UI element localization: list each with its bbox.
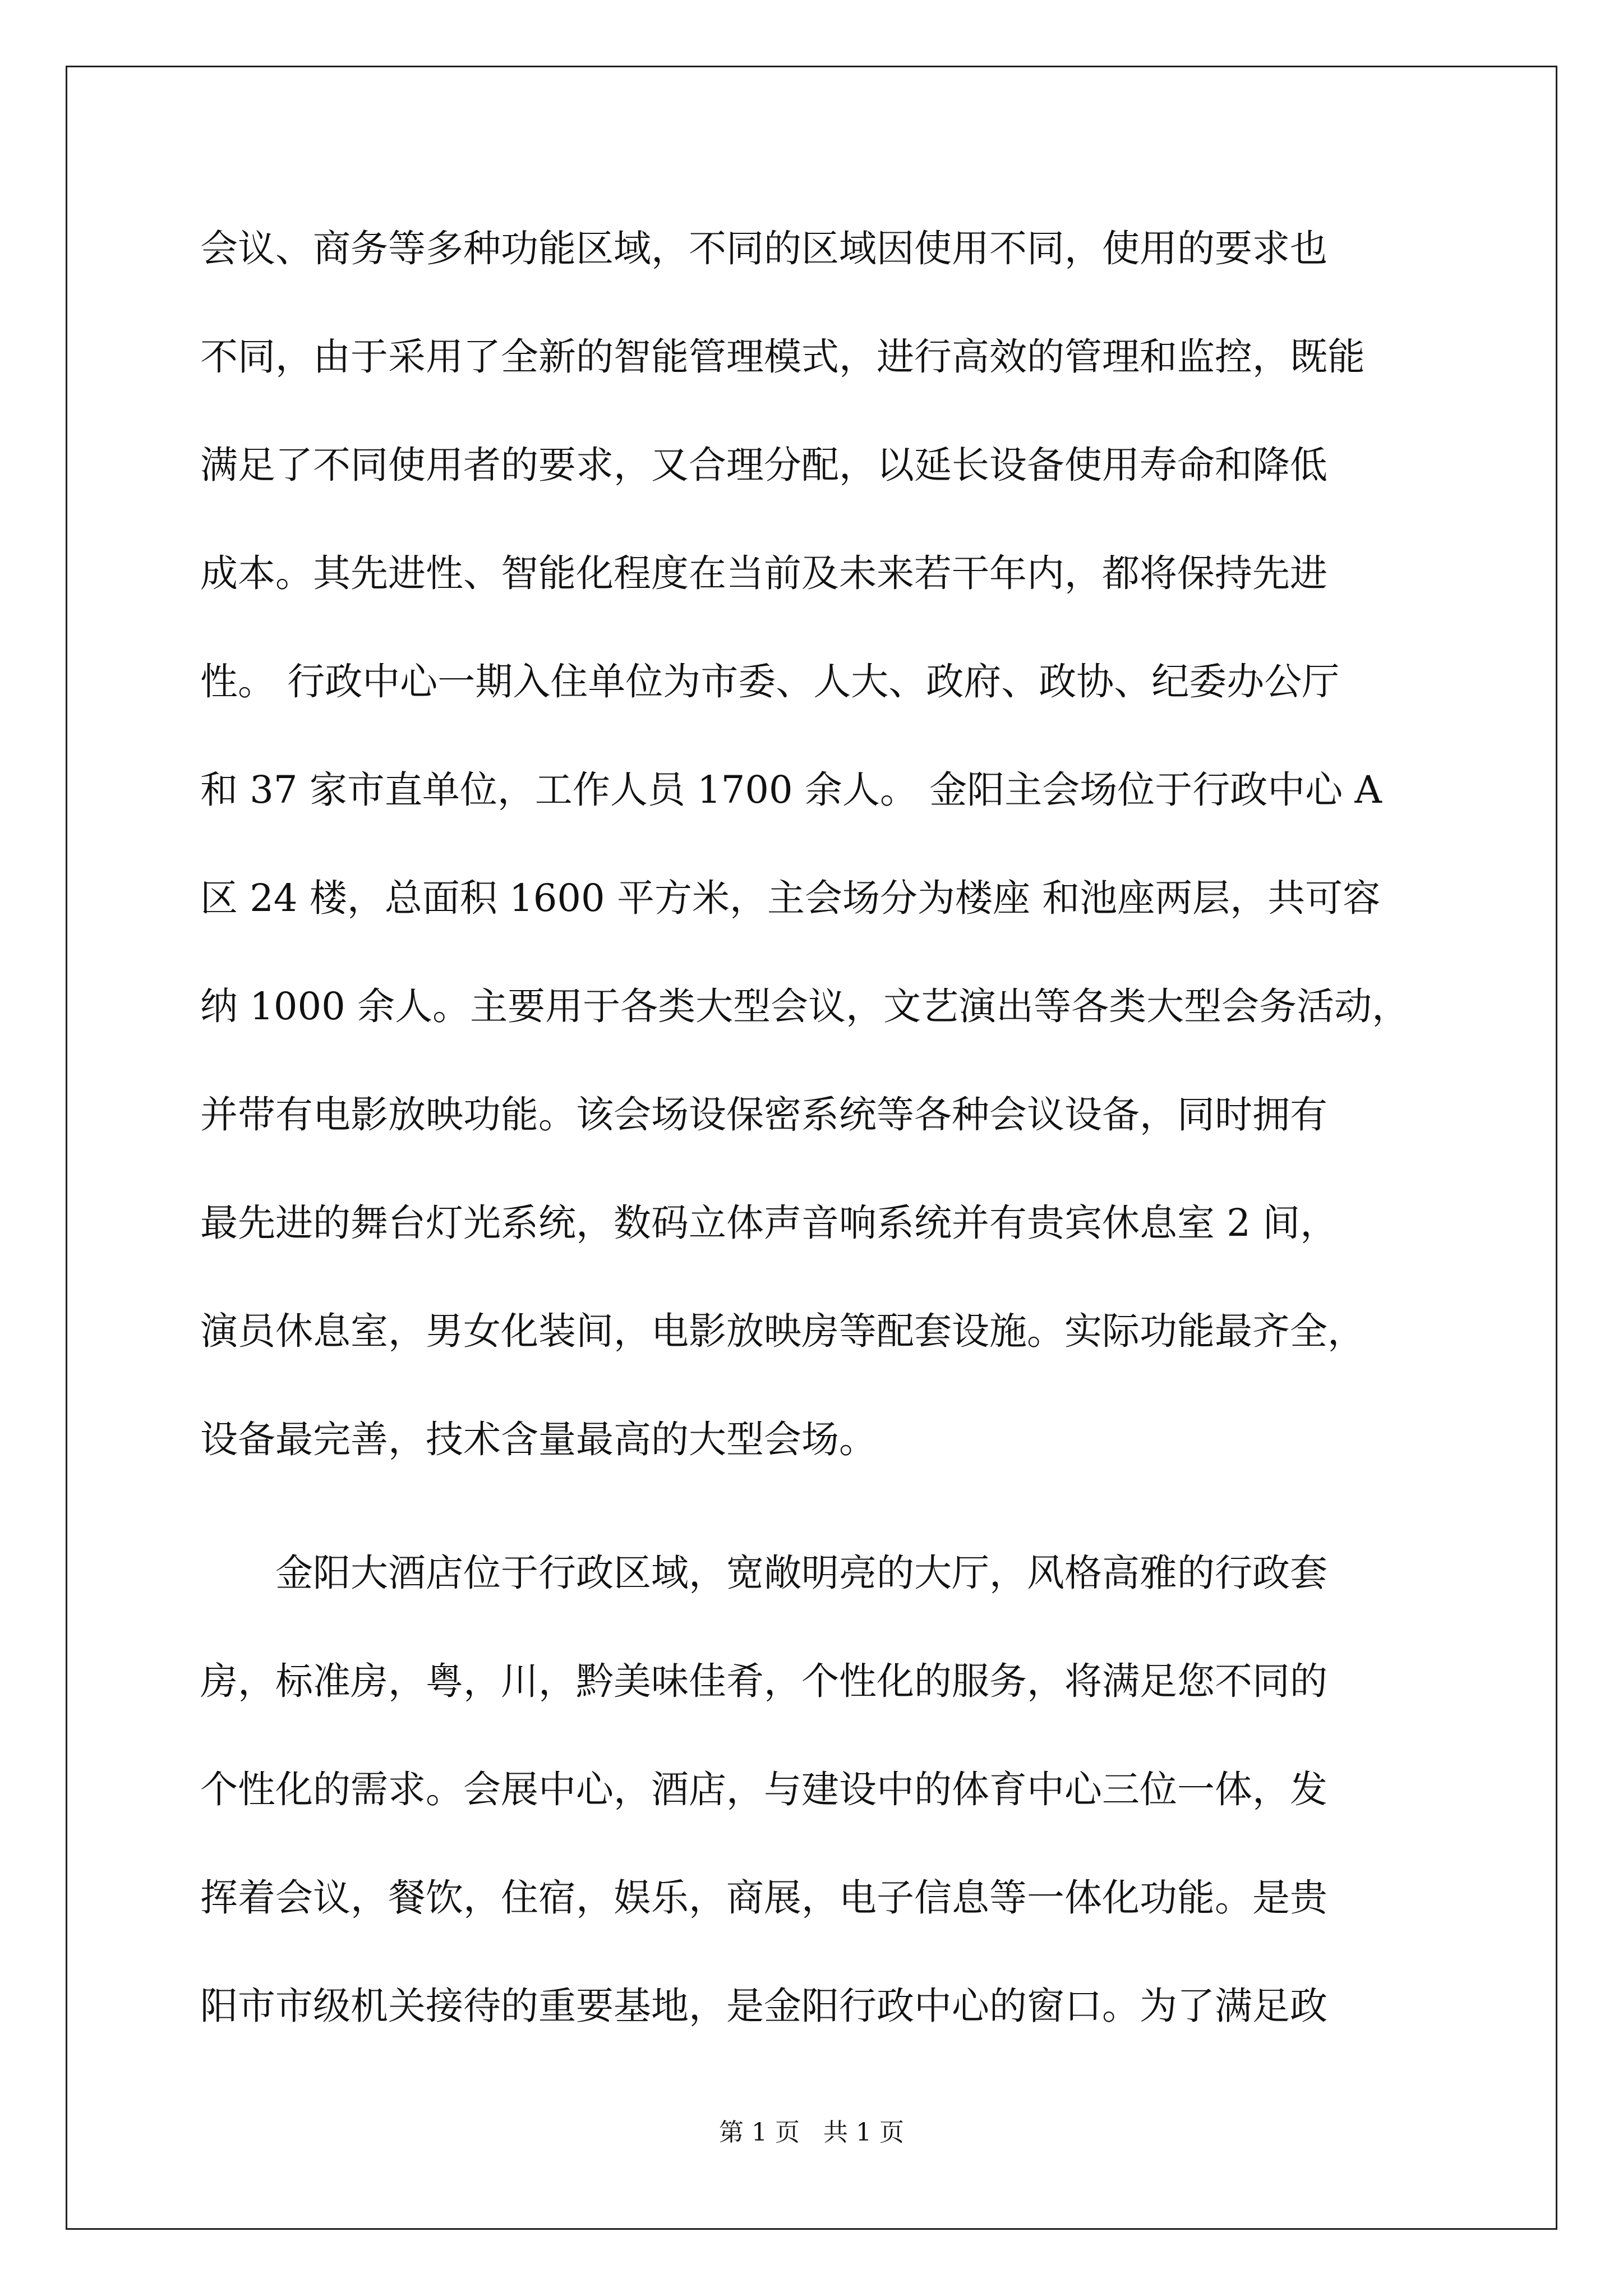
document-body	[200, 216, 1428, 2082]
text-line: 最先进的舞台灯光系统，数码立体声音响系统并有贵宾休息室 2 间，	[200, 1201, 1338, 1245]
text-line: 区 24 楼，总面积 1600 平方米，主会场分为楼座 和池座两层，共可容	[200, 876, 1381, 920]
text-line: 个性化的需求。会展中心，酒店，与建设中的体育中心三位一体，发	[200, 1768, 1327, 1811]
text-line: 不同，由于采用了全新的智能管理模式，进行高效的管理和监控，既能	[200, 335, 1365, 379]
text-line: 满足了不同使用者的要求，又合理分配，以延长设备使用寿命和降低	[200, 443, 1327, 487]
text-line: 成本。其先进性、智能化程度在当前及未来若干年内，都将保持先进	[200, 551, 1327, 595]
text-line: 房，标准房，粤，川，黔美味佳肴，个性化的服务，将满足您不同的	[200, 1659, 1327, 1703]
text-line: 纳 1000 余人。主要用于各类大型会议，文艺演出等各类大型会务活动，	[200, 984, 1410, 1028]
text-line: 演员休息室，男女化装间，电影放映房等配套设施。实际功能最齐全，	[200, 1309, 1365, 1353]
text-line: 性。 行政中心一期入住单位为市委、人大、政府、政协、纪委办公厅	[200, 660, 1340, 703]
paragraph-first-line: 金阳大酒店位于行政区域，宽敞明亮的大厅，风格高雅的行政套	[275, 1551, 1327, 1595]
text-line: 和 37 家市直单位，工作人员 1700 余人。 金阳主会场位于行政中心 A	[200, 768, 1382, 812]
text-line: 挥着会议，餐饮，住宿，娱乐，商展，电子信息等一体化功能。是贵	[200, 1876, 1327, 1920]
text-line: 阳市市级机关接待的重要基地，是金阳行政中心的窗口。为了满足政	[200, 1984, 1327, 2028]
text-line: 设备最完善，技术含量最高的大型会场。	[200, 1418, 877, 1461]
page-number-footer: 第 1 页 共 1 页	[719, 2118, 904, 2147]
text-line: 会议、商务等多种功能区域，不同的区域因使用不同，使用的要求也	[200, 227, 1327, 270]
text-line: 并带有电影放映功能。该会场设保密系统等各种会议设备，同时拥有	[200, 1093, 1327, 1137]
